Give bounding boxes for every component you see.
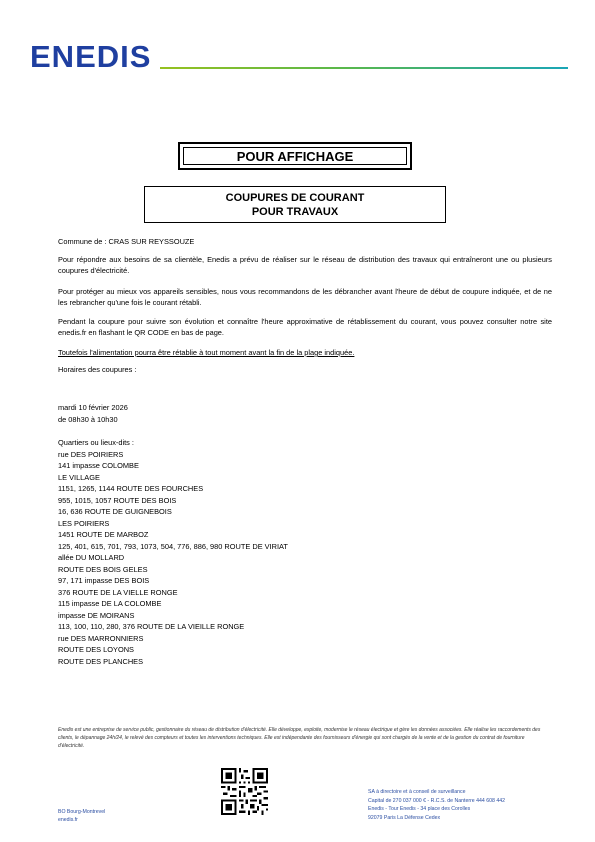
- quartier-item: 113, 100, 110, 280, 376 ROUTE DE LA VIEILLE RONGE: [58, 622, 245, 631]
- paragraph-3: Pendant la coupure pour suivre son évolution et connaître l'heure approximative de rétablissement du courant, vous pouvez consulter notre site enedis.fr en flashant le QR CODE en bas de page.: [58, 317, 552, 338]
- title-text: POUR AFFICHAGE: [236, 148, 354, 164]
- quartier-item: LE VILLAGE: [58, 472, 100, 482]
- coupure-time: de 08h30 à 10h30: [58, 414, 118, 424]
- quartiers-label: Quartiers ou lieux-dits :: [58, 438, 134, 447]
- subtitle-line-1: COUPURES DE COURANT: [225, 192, 365, 204]
- title-box: [178, 142, 412, 170]
- footer-address-1: Enedis - Tour Enedis - 34 place des Corolles: [368, 806, 471, 812]
- quartier-item: ROUTE DES PLANCHES: [58, 656, 144, 666]
- footer-website-link[interactable]: enedis.fr: [58, 817, 78, 823]
- quartiers-section: [58, 437, 288, 667]
- quartier-item: 115 impasse DE LA COLOMBE: [58, 599, 162, 608]
- quartier-item: 16, 636 ROUTE DE GUIGNEBOIS: [58, 507, 172, 516]
- paragraph-1: Pour répondre aux besoins de sa clientèle, Enedis a prévu de réaliser sur le réseau de distribution des travaux qui entraîneront une ou plusieurs coupures d'électricité.: [58, 255, 552, 276]
- footer-capital: Capital de 270 037 000 € - R.C.S. de Nanterre 444 608 442: [368, 797, 505, 804]
- quartier-item: 955, 1015, 1057 ROUTE DES BOIS: [58, 495, 177, 505]
- subtitle-box: [144, 186, 446, 223]
- header-divider: [160, 67, 568, 69]
- enedis-logo: [30, 38, 160, 74]
- quartier-item: rue DES POIRIERS: [58, 449, 124, 459]
- logo-lettering: ENEDIS: [30, 39, 152, 74]
- footer-address-2: 92079 Paris La Défense Cedex: [368, 814, 441, 821]
- quartier-item: 125, 401, 615, 701, 793, 1073, 504, 776, 886, 980 ROUTE DE VIRIAT: [58, 541, 288, 551]
- quartier-item: 141 impasse COLOMBE: [58, 461, 139, 470]
- paragraph-2: Pour protéger au mieux vos appareils sensibles, nous vous recommandons de les débrancher avant l'heure de début de coupure indiquée, et de ne les rebrancher qu'une fois le courant rétabli.: [58, 287, 552, 308]
- quartier-item: 1451 ROUTE DE MARBOZ: [58, 530, 149, 539]
- qr-code-icon[interactable]: [221, 768, 268, 815]
- footer-right: [368, 788, 505, 822]
- footer-left: [58, 808, 105, 824]
- subtitle-line-2: POUR TRAVAUX: [251, 206, 339, 218]
- quartier-item: rue DES MARRONNIERS: [58, 633, 144, 643]
- coupure-date: mardi 10 février 2026: [58, 403, 128, 412]
- coupure-schedule: [58, 402, 128, 425]
- quartier-item: ROUTE DES LOYONS: [58, 645, 134, 654]
- quartier-item: LES POIRIERS: [58, 518, 110, 528]
- quartier-item: ROUTE DES BOIS GELES: [58, 564, 148, 574]
- paragraph-4: Toutefois l'alimentation pourra être rétablie à tout moment avant la fin de la plage indiquée.: [58, 348, 355, 357]
- footer-office: BO Bourg-Montrevel: [58, 809, 106, 815]
- commune-line: Commune de : CRAS SUR REYSSOUZE: [58, 237, 195, 246]
- quartier-item: impasse DE MOIRANS: [58, 610, 135, 620]
- legal-footnote: Enedis est une entreprise de service public, gestionnaire du réseau de distribution d'électricité. Elle développe, exploite, modernise le réseau électrique et gère les données associées. Elle réalise les raccordements des clients, le dépannage 24h/24, le relevé des compteurs et toutes les interventions techniques. Elle est indépendante des fournisseurs d'énergie qui sont chargés de la vente et de la gestion du contrat de fourniture d'électricité.: [58, 727, 541, 750]
- horaires-label: Horaires des coupures :: [58, 365, 137, 374]
- quartier-item: 1151, 1265, 1144 ROUTE DES FOURCHES: [58, 484, 204, 493]
- quartier-item: allée DU MOLLARD: [58, 553, 125, 562]
- footer-company-type: SA à directoire et à conseil de surveillance: [368, 789, 466, 795]
- paragraph-4-wrap: [58, 347, 552, 358]
- quartier-item: 376 ROUTE DE LA VIELLE RONGE: [58, 587, 178, 597]
- quartier-item: 97, 171 impasse DES BOIS: [58, 576, 150, 585]
